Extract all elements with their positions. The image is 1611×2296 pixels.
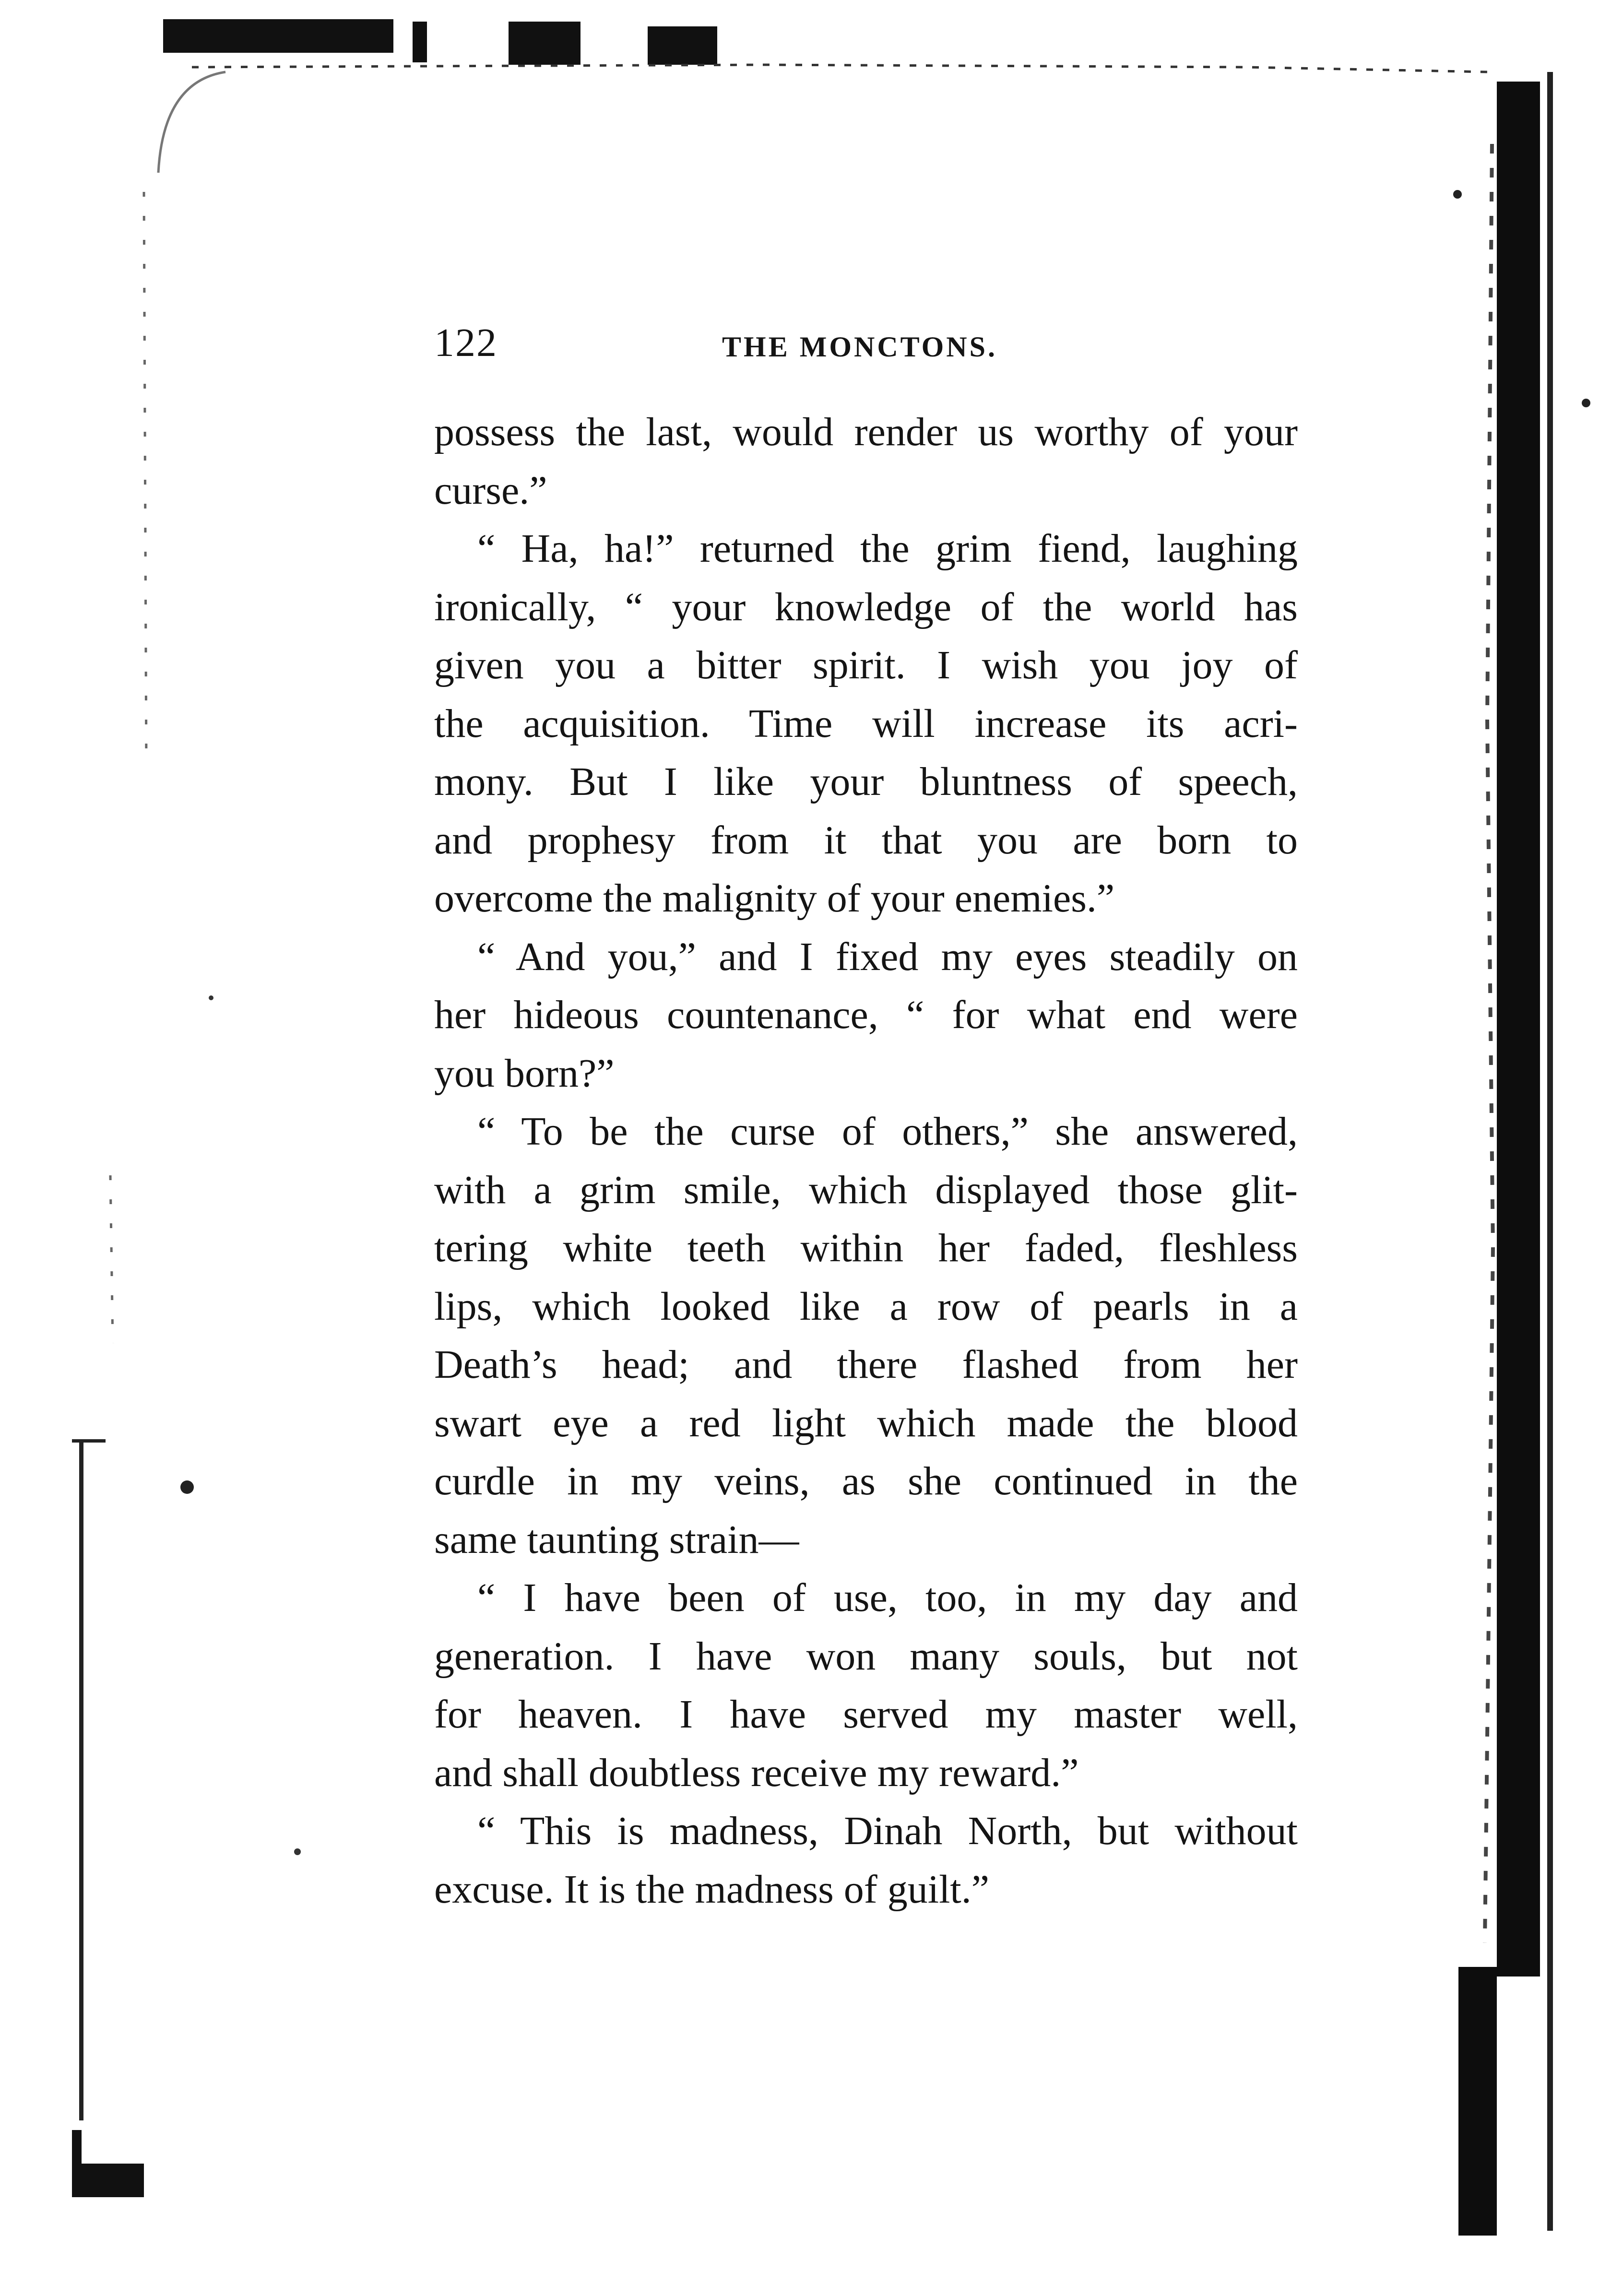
text-line: “ And you,” and I fixed my eyes steadily on xyxy=(477,934,1298,979)
text-line: “ Ha, ha!” returned the grim fiend, laughing xyxy=(477,526,1298,571)
text-line: ironically, “ your knowledge of the world has xyxy=(434,584,1298,629)
text-line: tering white teeth within her faded, fleshless xyxy=(434,1226,1298,1270)
text-line: possess the last, would render us worthy of your xyxy=(434,410,1298,454)
top-edge-block-2 xyxy=(413,22,427,62)
text-line: swart eye a red light which made the blood xyxy=(434,1400,1298,1445)
speck xyxy=(180,1480,194,1494)
text-line: given you a bitter spirit. I wish you joy of xyxy=(434,643,1298,687)
right-edge-shadow xyxy=(1497,82,1540,1976)
text-line: “ To be the curse of others,” she answered, xyxy=(477,1109,1298,1154)
speck xyxy=(1582,399,1590,407)
top-edge-noise xyxy=(192,65,1487,72)
text-line: the acquisition. Time will increase its acri- xyxy=(434,701,1298,746)
text-line: curse.” xyxy=(434,468,547,513)
text-line: you born?” xyxy=(434,1051,615,1096)
speck xyxy=(1453,190,1462,199)
text-line: overcome the malignity of your enemies.” xyxy=(434,876,1115,921)
text-line: and prophesy from it that you are born to xyxy=(434,817,1298,863)
text-line: with a grim smile, which displayed those glit- xyxy=(434,1167,1298,1212)
body-text xyxy=(434,403,1298,1918)
top-left-corner xyxy=(158,72,225,173)
left-rule xyxy=(79,1439,83,2120)
top-edge-block-4 xyxy=(648,26,717,65)
text-line: mony. But I like your bluntness of speech, xyxy=(434,759,1298,804)
text-line: “ This is madness, Dinah North, but without xyxy=(477,1809,1298,1853)
left-edge-speckle xyxy=(110,192,146,1343)
bottom-left-mark xyxy=(72,2164,144,2197)
text-line: Death’s head; and there flashed from her xyxy=(434,1342,1298,1387)
running-head: THE MONCTONS. xyxy=(722,331,997,363)
speck xyxy=(294,1848,301,1855)
text-line: her hideous countenance, “ for what end were xyxy=(434,993,1298,1037)
text-line: curdle in my veins, as she continued in the xyxy=(434,1459,1298,1503)
right-edge-shadow-tail xyxy=(1458,1967,1497,2236)
text-line: for heaven. I have served my master well, xyxy=(434,1692,1298,1737)
text-line: lips, which looked like a row of pearls in a xyxy=(434,1284,1298,1329)
text-line: and shall doubtless receive my reward.” xyxy=(434,1750,1079,1795)
left-rule-mark xyxy=(72,1439,106,1443)
text-line: excuse. It is the madness of guilt.” xyxy=(434,1867,990,1912)
text-line: “ I have been of use, too, in my day and xyxy=(477,1575,1298,1620)
top-edge-block-3 xyxy=(509,22,580,65)
text-line: same taunting strain— xyxy=(434,1517,799,1562)
top-edge-block-1 xyxy=(163,19,393,53)
bottom-left-stub xyxy=(72,2130,82,2168)
right-edge-thin-rule xyxy=(1547,72,1553,2231)
text-line: generation. I have won many souls, but not xyxy=(434,1633,1298,1679)
right-edge-fringe xyxy=(1485,144,1493,1943)
page-number: 122 xyxy=(434,320,498,365)
speck xyxy=(209,995,213,1000)
page-header xyxy=(434,317,1283,369)
